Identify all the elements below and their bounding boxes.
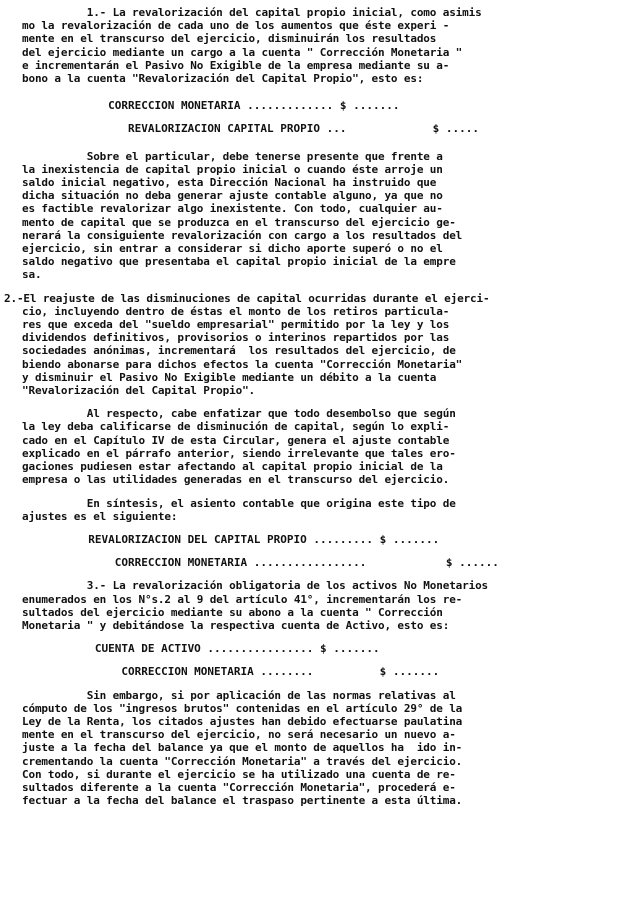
text-line: nerará la consiguiente revalorización con cargo a los resultados del: [22, 228, 463, 242]
text-line: mente en el transcurso del ejercicio, no será necesario un nuevo a-: [22, 728, 456, 742]
text-line: enumerados en los N°s.2 al 9 del artículo 41°, incrementarán los re-: [22, 592, 463, 606]
text-line: ejercicio, sin entrar a considerar si dicho aporte superó o no el: [22, 242, 443, 256]
accounting-entry-3: [22, 642, 616, 678]
entry-credit-line: CORRECCION MONETARIA ........ $ .......: [22, 665, 440, 679]
accounting-entry-1: [22, 99, 616, 135]
text-line: es factible revalorizar algo inexistente. Con todo, cualquier au-: [22, 202, 443, 216]
entry-debit-line: CUENTA DE ACTIVO ................ $ .......: [22, 642, 380, 656]
text-line: 3.- La revalorización obligatoria de los activos No Monetarios: [22, 579, 489, 593]
text-line: juste a la fecha del balance ya que el monto de aquellos ha ido in-: [22, 741, 463, 755]
text-line: res que exceda del "sueldo empresarial" permitido por la ley y los: [22, 318, 450, 332]
text-line: empresa o las utilidades generadas en el transcurso del ejercicio.: [22, 473, 450, 487]
entry-credit-line: REVALORIZACION CAPITAL PROPIO ... $ .....: [22, 122, 479, 136]
text-line: explicado en el párrafo anterior, siendo irrelevante que tales ero-: [22, 446, 456, 460]
paragraph-7: [22, 689, 616, 808]
text-line: Con todo, si durante el ejercicio se ha utilizado una cuenta de re-: [22, 767, 456, 781]
text-line: la inexistencia de capital propio inicial o cuando éste arroje un: [22, 162, 443, 176]
text-line: mente en el transcurso del ejercicio, disminuirán los resultados: [22, 32, 437, 46]
text-line: sociedades anónimas, incrementará los resultados del ejercicio, de: [22, 344, 456, 358]
text-line: gaciones pudiesen estar afectando al capital propio inicial de la: [22, 460, 443, 474]
text-line: mo la revalorización de cada uno de los aumentos que éste experi -: [22, 19, 450, 33]
paragraph-4: [22, 407, 616, 486]
text-line: mento de capital que se produzca en el transcurso del ejercicio ge-: [22, 215, 456, 229]
text-line: ajustes es el siguiente:: [22, 509, 178, 523]
text-line: Al respecto, cabe enfatizar que todo desembolso que según: [22, 407, 456, 421]
text-line: cómputo de los "ingresos brutos" contenidas en el artículo 29° de la: [22, 701, 463, 715]
entry-debit-line: CORRECCION MONETARIA ............. $ .......: [22, 99, 400, 113]
paragraph-6: [22, 579, 616, 632]
text-line: la ley deba calificarse de disminución de capital, según lo expli-: [22, 420, 450, 434]
text-line: e incrementarán el Pasivo No Exigible de la empresa mediante su a-: [22, 58, 450, 72]
text-line: 2.-El reajuste de las disminuciones de capital ocurridas durante el ejerci-: [4, 291, 490, 305]
text-line: Sin embargo, si por aplicación de las normas relativas al: [22, 688, 456, 702]
text-line: "Revalorización del Capital Propio".: [22, 384, 256, 398]
text-line: biendo abonarse para dichos efectos la cuenta "Corrección Monetaria": [22, 357, 463, 371]
text-line: sa.: [22, 268, 42, 282]
entry-debit-line: REVALORIZACION DEL CAPITAL PROPIO ......... $ .......: [22, 532, 440, 546]
text-line: cado en el Capítulo IV de esta Circular, genera el ajuste contable: [22, 433, 450, 447]
paragraph-5: [22, 497, 616, 523]
text-line: Ley de la Renta, los citados ajustes han debido efectuarse paulatina: [22, 714, 463, 728]
accounting-entry-2: [22, 533, 616, 569]
text-line: fectuar a la fecha del balance el traspaso pertinente a esta última.: [22, 794, 463, 808]
entry-credit-line: CORRECCION MONETARIA ................. $ ......: [22, 556, 499, 570]
text-line: sultados del ejercicio mediante su abono a la cuenta " Corrección: [22, 605, 443, 619]
text-line: crementando la cuenta "Corrección Monetaria" a través del ejercicio.: [22, 754, 463, 768]
text-line: sultados diferente a la cuenta "Corrección Monetaria", procederá e-: [22, 780, 456, 794]
paragraph-3: [4, 292, 616, 398]
text-line: saldo inicial negativo, esta Dirección Nacional ha instruido que: [22, 176, 437, 190]
text-line: bono a la cuenta "Revalorización del Capital Propio", esto es:: [22, 72, 424, 86]
text-line: del ejercicio mediante un cargo a la cuenta " Corrección Monetaria ": [22, 45, 463, 59]
text-line: saldo negativo que presentaba el capital propio inicial de la empre: [22, 255, 456, 269]
paragraph-1: [22, 6, 616, 85]
text-line: En síntesis, el asiento contable que origina este tipo de: [22, 496, 456, 510]
paragraph-2: [22, 150, 616, 282]
text-line: dividendos definitivos, provisorios o interinos repartidos por las: [22, 331, 450, 345]
text-line: Monetaria " y debitándose la respectiva cuenta de Activo, esto es:: [22, 618, 450, 632]
text-line: 1.- La revalorización del capital propio inicial, como asimis: [22, 6, 482, 19]
text-line: y disminuir el Pasivo No Exigible mediante un débito a la cuenta: [22, 370, 437, 384]
text-line: dicha situación no deba generar ajuste contable alguno, ya que no: [22, 189, 443, 203]
text-line: Sobre el particular, debe tenerse presente que frente a: [22, 149, 443, 163]
text-line: cio, incluyendo dentro de éstas el monto de los retiros particula-: [22, 304, 450, 318]
